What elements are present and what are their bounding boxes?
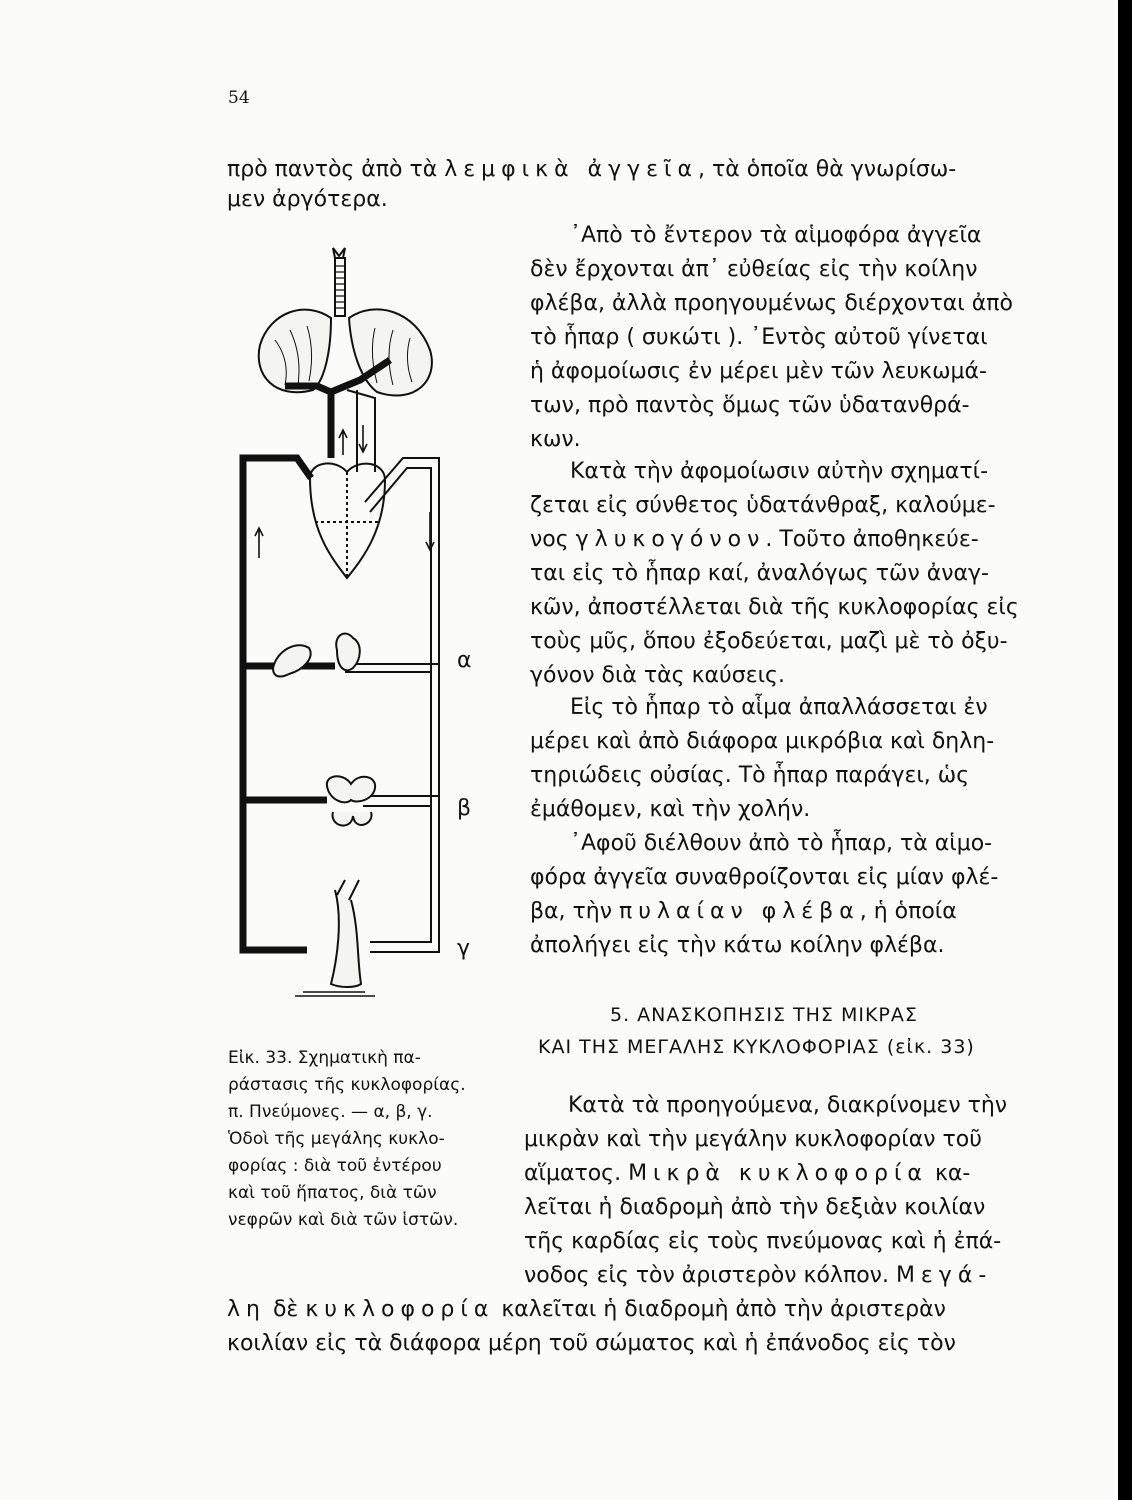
vena-cava-line [243, 458, 311, 950]
trachea-rings [335, 266, 345, 308]
tissue-base [295, 992, 375, 996]
text-line: μέρει καὶ ἀπὸ διάφορα μικρόβια καὶ δηλη- [530, 729, 995, 754]
kidney-pair-top [327, 776, 375, 802]
figure-caption-line: Ὁδοὶ τῆς μεγάλης κυκλο- [228, 1129, 445, 1149]
text-line: φλέβα, ἀλλὰ προηγουμένως διέρχονται ἀπὸ [530, 291, 1013, 316]
text-line: ἀπολήγει εἰς τὴν κάτω κοίλην φλέβα. [530, 933, 945, 958]
section-heading-line: ΚΑΙ ΤΗΣ ΜΕΓΑΛΗΣ ΚΥΚΛΟΦΟΡΙΑΣ (εἰκ. 33) [538, 1036, 975, 1058]
aorta-arrow-icon [426, 512, 434, 550]
aorta-inner [370, 468, 431, 942]
text-line: κων. [530, 427, 581, 452]
spaced-term: κυκλοφορία [305, 1297, 495, 1322]
text-line: ἐμάθομεν, καὶ τὴν χολήν. [530, 797, 811, 822]
text-line: νοδος εἰς τὸν ἀριστερὸν κόλπον. Μεγά- [524, 1263, 993, 1288]
text-line: πρὸ παντὸς ἀπὸ τὰ λεμφικὰ ἀγγεῖα, τὰ ὁποῖα θὰ γνωρίσω- [227, 157, 957, 182]
text-line: νος γλυκογόνον. Τοῦτο ἀποθηκεύε- [530, 527, 979, 552]
spaced-term: Μικρὰ κυκλοφορία [628, 1161, 928, 1186]
text-line: λη δὲ κυκλοφορία καλεῖται ἡ διαδρομὴ ἀπὸ τὴν ἀριστερὰν [227, 1297, 946, 1322]
text-line: ζεται εἰς σύνθετος ὑδατάνθραξ, καλούμε- [530, 493, 996, 518]
text-line: μεν ἀργότερα. [227, 187, 388, 212]
section-heading-line: 5. ΑΝΑΣΚΟΠΗΣΙΣ ΤΗΣ ΜΙΚΡΑΣ [610, 1004, 918, 1026]
text-line: των, πρὸ παντὸς ὅμως τῶν ὑδατανθρά- [530, 393, 970, 418]
text-line: Κατὰ τὰ προηγούμενα, διακρίνομεν τὴν [568, 1093, 1008, 1118]
tissue-shape [331, 880, 361, 987]
figure-caption-line: νεφρῶν καὶ διὰ τῶν ἱστῶν. [228, 1210, 459, 1230]
text-line: λεῖται ἡ διαδρομὴ ἀπὸ τὴν δεξιὰν κοιλίαν [524, 1195, 986, 1220]
text-line: κοιλίαν εἰς τὰ διάφορα μέρη τοῦ σώματος καὶ ἡ ἐπάνοδος εἰς τὸν [227, 1331, 956, 1356]
left-lung-shape [259, 310, 331, 393]
kidney-pair-bottom [333, 812, 372, 826]
text-line: ἡ ἀφομοίωσις ἐν μέρει μὲν τῶν λευκωμά- [530, 359, 987, 384]
circulation-diagram-svg [225, 240, 495, 1010]
text-line: τῆς καρδίας εἰς τοὺς πνεύμονας καὶ ἡ ἐπά- [524, 1229, 1002, 1254]
spaced-term: λεμφικὰ ἀγγεῖα [444, 157, 698, 182]
text-line: κῶν, ἀποστέλλεται διὰ τῆς κυκλοφορίας εἰς [530, 595, 1019, 620]
text-line: τοὺς μῦς, ὅπου ἐξοδεύεται, μαζὶ μὲ τὸ ὀξυ- [530, 629, 1008, 654]
pulmonary-artery-line [285, 386, 331, 458]
spaced-term: γλυκογόνον [575, 527, 766, 552]
label-alpha: α [457, 648, 472, 673]
spaced-term: πυλαίαν φλέβα [619, 899, 860, 924]
intestine-shape [336, 634, 360, 671]
figure-caption-line: καὶ τοῦ ἥπατος, διὰ τῶν [228, 1183, 437, 1203]
text-line: μικρὰν καὶ τὴν μεγάλην κυκλοφορίαν τοῦ [524, 1127, 982, 1152]
text-line: ᾿Απὸ τὸ ἔντερον τὰ αἱμοφόρα ἀγγεῖα [570, 223, 982, 248]
figure-caption-line: ράστασις τῆς κυκλοφορίας. [228, 1075, 466, 1095]
text-line: Κατὰ τὴν ἀφομοίωσιν αὐτὴν σχηματί- [570, 459, 989, 484]
up-arrow-icon [339, 430, 347, 455]
text-line: γόνον διὰ τὰς καύσεις. [530, 663, 785, 688]
circulation-diagram [225, 240, 495, 1010]
text-line: αἵματος. Μικρὰ κυκλοφορία κα- [524, 1161, 971, 1186]
text-line: τηριώδεις οὐσίας. Τὸ ἧπαρ παράγει, ὡς [530, 763, 970, 788]
figure-caption-line: φορίας : διὰ τοῦ ἐντέρου [228, 1156, 442, 1176]
down-arrow-icon [359, 425, 367, 452]
label-gamma: γ [457, 936, 471, 961]
page-number: 54 [228, 88, 250, 108]
text-line: δὲν ἔρχονται ἀπ᾿ εὐθείας εἰς τὴν κοίλην [530, 257, 978, 282]
branch-intestine-light [345, 664, 439, 672]
text-line: Εἰς τὸ ἧπαρ τὸ αἷμα ἀπαλλάσσεται ἐν [570, 695, 988, 720]
larynx-shape [333, 248, 345, 258]
figure-caption-line: Εἰκ. 33. Σχηματικὴ πα- [228, 1048, 421, 1068]
text-line: τὸ ἧπαρ ( συκώτι ). ᾿Εντὸς αὐτοῦ γίνεται [530, 325, 988, 350]
pulmonary-vein-line [347, 390, 375, 472]
vena-cava-arrow-icon [255, 528, 263, 558]
label-beta: β [457, 796, 472, 821]
trachea-shape [335, 258, 345, 316]
text-line: ται εἰς τὸ ἧπαρ καί, ἀναλόγως τῶν ἀναγ- [530, 561, 989, 586]
text-line: φόρα ἀγγεῖα συναθροίζονται εἰς μίαν φλέ- [530, 865, 999, 890]
spaced-term: Μεγά- [895, 1263, 993, 1288]
text-line: βα, τὴν πυλαίαν φλέβα, ἡ ὁποία [530, 899, 957, 924]
liver-shape [273, 645, 311, 676]
figure-caption-line: π. Πνεύμονες. — α, β, γ. [228, 1102, 433, 1122]
spaced-term: λη [227, 1297, 266, 1322]
text-line: ᾿Αφοῦ διέλθουν ἀπὸ τὸ ἧπαρ, τὰ αἱμο- [570, 831, 993, 856]
